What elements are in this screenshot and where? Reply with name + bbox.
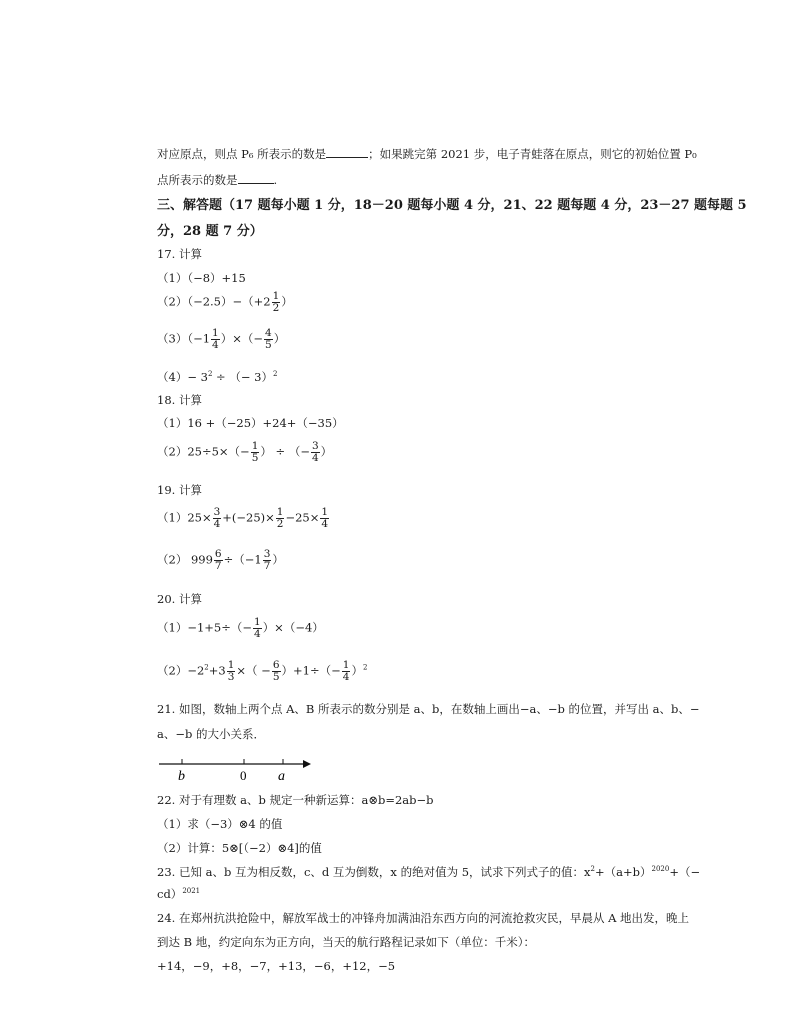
expr-text: ÷（−1: [223, 552, 262, 567]
denominator: 4: [254, 628, 261, 641]
denominator: 7: [263, 560, 271, 573]
fraction: [263, 549, 272, 572]
expr-text: （2）−2: [157, 663, 205, 678]
fraction: [320, 507, 329, 530]
label-a: a: [278, 769, 285, 784]
expr-text: +（a+b）: [595, 865, 652, 879]
fraction: [211, 328, 220, 351]
numerator: 6: [214, 548, 222, 560]
expr-text: ）: [320, 444, 333, 459]
question-18-title: 18. 计算: [157, 393, 202, 407]
expr-text: cd）: [157, 887, 183, 901]
question-24: 24. 在郑州抗洪抢险中，解放军战士的冲锋舟加满油沿东西方向的河流抢救灾民，早晨从 A 地出发，晚上: [157, 911, 690, 925]
expr-text: ÷ （− 3）: [212, 370, 273, 384]
numerator: 3: [263, 548, 271, 560]
line-text: .: [273, 173, 278, 187]
numerator: 3: [311, 440, 319, 452]
denominator: 4: [311, 452, 319, 465]
answer-blank[interactable]: [326, 148, 368, 158]
section-heading: 三、解答题（17 题每小题 1 分，18－20 题每小题 4 分，21、22 题每题 4 分，23－27 题每题 5: [157, 198, 747, 213]
question-21: 21. 如图，数轴上两个点 A、B 所表示的数分别是 a、b，在数轴上画出−a、−b 的位置，并写出 a、b、−: [157, 702, 700, 716]
expr-text: ）×（−: [220, 331, 263, 346]
denominator: 5: [272, 671, 280, 684]
expr-text: ）+1÷（−: [281, 663, 341, 678]
text-line: [157, 146, 697, 162]
numerator: 4: [265, 327, 272, 339]
expr-text: （1）25×: [157, 510, 212, 525]
expr-text: ×（ −: [236, 663, 271, 678]
denominator: 5: [251, 452, 259, 465]
question-17-1: （1）（−8）+15: [157, 271, 246, 285]
question-20-2: [157, 660, 367, 683]
fraction: [227, 660, 236, 683]
question-19-title: 19. 计算: [157, 483, 202, 497]
expr-text: （3）（−1: [157, 331, 211, 346]
question-20-title: 20. 计算: [157, 592, 202, 606]
numerator: 1: [272, 290, 280, 302]
numerator: 1: [251, 440, 259, 452]
question-18-2: [157, 441, 332, 464]
denominator: 7: [214, 560, 222, 573]
question-22: 22. 对于有理数 a、b 规定一种新运算：a⊗b=2ab−b: [157, 793, 434, 807]
denominator: 2: [276, 518, 284, 531]
line-text: 点所表示的数是: [157, 173, 238, 187]
expr-text: ）: [351, 663, 363, 678]
label-zero: 0: [240, 768, 247, 783]
expr-text: −25×: [285, 510, 320, 525]
expr-text: ）×（−4）: [262, 620, 324, 635]
fraction: [264, 328, 273, 351]
numerator: 1: [342, 659, 350, 671]
number-line-arrow: [303, 760, 311, 768]
question-24-data: +14，−9，+8，−7，+13，−6，+12，−5: [157, 959, 396, 973]
fraction: [272, 660, 281, 683]
denominator: 2: [272, 302, 280, 315]
expr-text: ） ÷ （−: [260, 444, 310, 459]
numerator: 6: [272, 659, 280, 671]
denominator: 5: [265, 339, 272, 352]
label-b: b: [178, 769, 185, 784]
question-21-cont: a、−b 的大小关系．: [157, 727, 266, 741]
fraction: [251, 441, 260, 464]
question-23-cont: [157, 886, 200, 902]
fraction: [276, 507, 285, 530]
expr-text: 23. 已知 a、b 互为相反数，c、d 互为倒数，x 的绝对值为 5，试求下列式子的值：x: [157, 865, 591, 879]
denominator: 3: [227, 671, 235, 684]
numerator: 3: [213, 506, 221, 518]
exponent: 2: [362, 663, 368, 672]
expr-text: （2）（−2.5）−（+2: [157, 294, 271, 309]
denominator: 4: [321, 518, 329, 531]
expr-text: ）: [272, 552, 284, 567]
fraction: [253, 617, 262, 640]
fraction: [311, 441, 320, 464]
exponent: 2: [204, 663, 209, 672]
expr-text: （2）25÷5×（−: [157, 444, 250, 459]
expr-text: +(−25)×: [222, 510, 275, 525]
expr-text: （4）− 3: [157, 370, 208, 384]
fraction: [214, 549, 223, 572]
exponent: 2: [207, 370, 213, 379]
expr-text: （2） 999: [157, 552, 213, 567]
question-20-1: [157, 617, 324, 640]
question-19-2: [157, 549, 284, 572]
fraction: [213, 507, 222, 530]
numerator: 1: [227, 659, 235, 671]
text-line: [157, 172, 277, 188]
denominator: 4: [342, 671, 350, 684]
expr-text: +（−: [669, 865, 701, 879]
exponent: 2021: [182, 887, 201, 896]
question-17-3: [157, 328, 285, 351]
numerator: 1: [276, 506, 284, 518]
question-17-2: [157, 291, 293, 314]
line-text: ；如果跳完第 2021 步，电子青蛙落在原点，则它的初始位置 P₀: [368, 147, 697, 161]
question-19-1: [157, 507, 330, 530]
numerator: 1: [321, 506, 329, 518]
expr-text: ）: [273, 331, 286, 346]
numerator: 1: [212, 327, 219, 339]
exponent: 2020: [651, 865, 670, 874]
expr-text: +3: [208, 663, 226, 678]
number-line-figure: [157, 756, 317, 786]
fraction: [342, 660, 351, 683]
expr-text: （1）−1+5÷（−: [157, 620, 252, 635]
numerator: 1: [254, 616, 261, 628]
question-24-cont: 到达 B 地，约定向东为正方向，当天的航行路程记录如下（单位：千米）：: [157, 935, 536, 949]
expr-text: ）: [281, 294, 293, 309]
denominator: 4: [212, 339, 219, 352]
question-22-2: （2）计算：5⊗[（−2）⊗4]的值: [157, 841, 322, 855]
question-18-1: （1）16 +（−25）+24+（−35）: [157, 416, 344, 430]
exponent: 2: [272, 370, 278, 379]
question-17-4: [157, 369, 277, 385]
fraction: [272, 291, 281, 314]
exponent: 2: [590, 865, 595, 874]
question-23: [157, 864, 700, 880]
denominator: 4: [213, 518, 221, 531]
line-text: 对应原点，则点 P₆ 所表示的数是: [157, 147, 327, 161]
answer-blank[interactable]: [238, 174, 274, 184]
question-17-title: 17. 计算: [157, 247, 202, 261]
question-22-1: （1）求（−3）⊗4 的值: [157, 817, 283, 831]
section-heading-cont: 分，28 题 7 分）: [157, 224, 263, 239]
